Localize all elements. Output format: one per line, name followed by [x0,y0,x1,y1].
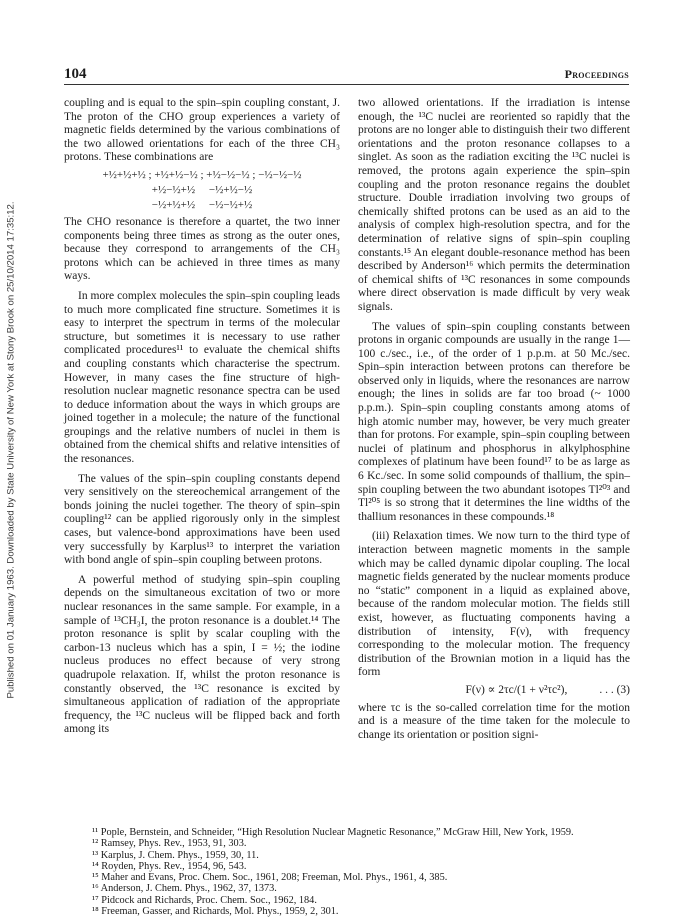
footnotes [92,827,630,917]
spin-combinations-line-2: +½−½+½ −½+½−½ [151,183,253,196]
running-head: Proceedings [564,67,629,81]
right-column [358,97,630,742]
footnote-16: ¹⁶ Anderson, J. Chem. Phys., 1962, 37, 1373. [92,883,277,895]
paragraph-irradiation: two allowed orientations. If the irradiation is intense enough, the ¹³C nuclei are reoriented so rapidly that the protons are no longer able to distinguish their two different orientations and the proton resonance collapses to a singlet. As soon as the radiation exciting the ¹³C nuclei is removed, the protons again experience the spin–spin coupling and the proton resonance regains the doublet structure. Double irradiation involving two groups of chemically shifted protons can be used as an aid to the analysis of complex high-resolution spectra, and for the determination of relative signs of spin–spin coupling constants.¹⁵ An elegant double-resonance method has been described by Anderson¹⁶ which permits the determination of chemical shifts of ¹³C resonances in some compounds where direct observation is made difficult by very weak signals. [358,97,630,313]
spin-combinations-line-3: −½+½+½ −½−½+½ [151,198,253,211]
paragraph-correlation-time: where τc is the so-called correlation time for the motion and is a measure of the time taken for the molecule to change its orientation or position signi- [358,701,630,741]
paragraph-coupling-values: The values of spin–spin coupling constants between protons in organic compounds are usually in the range 1—100 c./sec., i.e., of the order of 1 p.p.m. at 50 Mc./sec. Spin–spin interaction between protons can therefore be observed only in liquids, where the resonances are narrow enough; the lines in solids are far too broad (~ 1000 p.p.m.). Spin–spin coupling constants among atoms of high atomic number may, however, be very much greater than for protons. For example, spin–spin coupling between nuclei of platinum and phosphorus in alkylphosphine complexes of platinum have been found¹⁷ to be as large as 6 Kc./sec. In some solid compounds of thallium, the spin–spin coupling between the two abundant isotopes Tl²⁰³ and Tl²⁰⁵ is so strong that it determines the line widths of the thallium resonances in these compounds.¹⁸ [358,320,630,523]
footnote-13: ¹³ Karplus, J. Chem. Phys., 1959, 30, 11. [92,849,259,861]
paragraph-relaxation-times: (iii) Relaxation times. We now turn to the third type of interaction between magnetic moments in the sample which may be called dynamic dipolar coupling. The local magnetic fields generated by the nuclear moments produce no “static” component in a liquid as explained above, because of the random molecular motion. The fields still exist, however, as fluctuating components having a distribution of intensity, F(ν), with frequency corresponding to the molecular motion. The frequency distribution of the Brownian motion in a liquid has the form [358,530,630,679]
paragraph-double-resonance: A powerful method of studying spin–spin coupling depends on the simultaneous excitation of two or more nuclear resonances in the same sample. For example, in a sample of ¹³CH₃I, the proton resonance is a doublet.¹⁴ The proton resonance is split by scalar coupling with the carbon-13 nucleus which has a spin, I = ½; the iodine nucleus produces no effect because of very strong quadrupole relaxation. If, whilst the proton resonance is constantly observed, the ¹³C resonance is excited by simultaneous application of radiation of the appropriate frequency, the ¹³C nucleus will be flipped back and forth among its [64,573,340,736]
page-header [64,66,629,85]
left-column [64,97,340,737]
equation-3 [358,684,630,698]
footnote-15: ¹⁵ Maher and Evans, Proc. Chem. Soc., 1961, 208; Freeman, Mol. Phys., 1961, 4, 385. [92,872,448,884]
download-watermark [4,60,18,840]
download-watermark-text: Published on 01 January 1963. Downloaded by State University of New York at Stony Brook on 25/10/2014 17:35:12. [5,201,17,699]
paragraph-cho-coupling: coupling and is equal to the spin–spin coupling constant, J. The proton of the CHO group experiences a variety of magnetic fields determined by the various combinations of the two allowed orientations for each of the three CH₃ protons. These combinations are [64,97,340,164]
equation-expression: F(ν) ∝ 2τc/(1 + ν²τc²), [465,683,568,696]
footnote-11: ¹¹ Pople, Bernstein, and Schneider, “High Resolution Nuclear Magnetic Resonance,” McGraw Hill, New York, 1959. [92,827,574,838]
equation-number: . . . (3) [599,683,630,696]
paragraph-complex-molecules: In more complex molecules the spin–spin coupling leads to much more complicated fine structure. Sometimes it is easy to interpret the spectrum in terms of the molecular structure, but sometimes it is necessary to use rather complicated procedures¹¹ to evaluate the chemical shifts and coupling constants which characterise the spectrum. However, in many cases the fine structure of high-resolution nuclear magnetic resonance spectra can be used to deduce information about the ways in which groups are joined together in a molecule; the nature of the functional groupings and the relative numbers of nuclei in them is obtained from the chemical shifts and relative intensities of the resonances. [64,289,340,466]
footnote-14: ¹⁴ Royden, Phys. Rev., 1954, 96, 543. [92,860,247,872]
footnote-17: ¹⁷ Pidcock and Richards, Proc. Chem. Soc., 1962, 184. [92,894,317,906]
paragraph-coupling-constants: The values of the spin–spin coupling constants depend very sensitively on the stereochemical arrangement of the bonds joining the nuclei together. The theory of spin–spin coupling¹² can be applied rigorously only in the simplest cases, but valence-bond approximations have been used very successfully by Karplus¹³ to interpret the variation with bond angle of spin–spin coupling between protons. [64,472,340,567]
spin-combinations-line-1: +½+½+½ ; +½+½−½ ; +½−½−½ ; −½−½−½ [102,168,302,181]
page-number: 104 [64,66,87,82]
footnote-18: ¹⁸ Freeman, Gasser, and Richards, Mol. Phys., 1959, 2, 301. [92,906,339,917]
footnote-12: ¹² Ramsey, Phys. Rev., 1953, 91, 303. [92,838,247,850]
paragraph-quartet: The CHO resonance is therefore a quartet, the two inner components being three times as strong as the outer ones, because they correspond to arrangements of the CH₃ protons which can be achieved in three times as many ways. [64,215,340,283]
